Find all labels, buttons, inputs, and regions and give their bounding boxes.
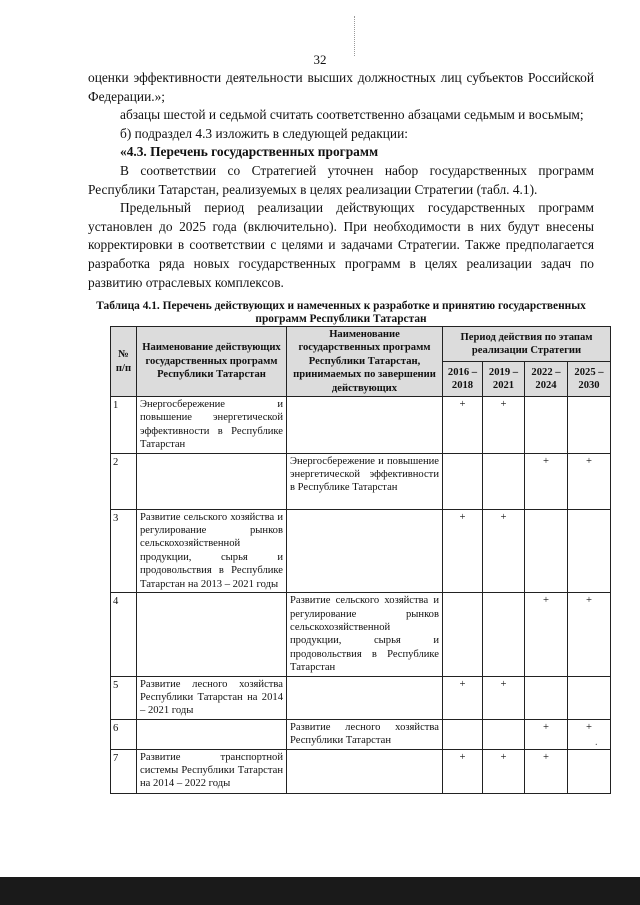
table-caption: Таблица 4.1. Перечень действующих и намеченных к разработке и принятию государственных программ Республики Татарстан <box>96 300 586 325</box>
stage-mark: + <box>483 397 525 454</box>
stage-mark: + <box>525 749 568 793</box>
table-row <box>111 397 611 454</box>
row-num: 5 <box>111 676 137 719</box>
header-period: Период действия по этапам реализации Стратегии <box>443 327 611 362</box>
new-program <box>287 397 443 454</box>
current-program <box>137 453 287 509</box>
stage-mark <box>568 397 611 454</box>
new-program <box>287 676 443 719</box>
scan-speck: · <box>594 740 598 751</box>
stage-mark <box>443 719 483 749</box>
row-num: 7 <box>111 749 137 793</box>
table-row <box>111 719 611 749</box>
section-heading: «4.3. Перечень государственных программ <box>120 144 379 160</box>
stage-mark <box>483 719 525 749</box>
stage-mark: + <box>568 593 611 676</box>
stage-mark <box>568 749 611 793</box>
stage-mark: + <box>443 749 483 793</box>
new-program <box>287 509 443 592</box>
header-num: № п/п <box>111 327 137 397</box>
current-program: Развитие транспортной системы Республики Татарстан на 2014 – 2022 годы <box>137 749 287 793</box>
stage-mark: + <box>568 719 611 749</box>
current-program: Развитие лесного хозяйства Республики Татарстан на 2014 – 2021 годы <box>137 676 287 719</box>
header-stage: 2025 – 2030 <box>568 362 611 397</box>
scan-border <box>0 877 640 905</box>
stage-mark: + <box>443 509 483 592</box>
stage-mark: + <box>525 453 568 509</box>
page-number: 32 <box>313 52 327 67</box>
stage-mark: + <box>525 593 568 676</box>
stage-mark: + <box>525 719 568 749</box>
stage-mark <box>568 676 611 719</box>
stage-mark <box>443 593 483 676</box>
stage-mark <box>443 453 483 509</box>
stage-mark: + <box>483 509 525 592</box>
stage-mark <box>525 676 568 719</box>
header-stage: 2019 – 2021 <box>483 362 525 397</box>
new-program: Развитие сельского хозяйства и регулирование рынков сельскохозяйственной продукции, сырья и продовольствия в Республике Татарстан <box>287 593 443 676</box>
stage-mark: + <box>568 453 611 509</box>
row-num: 4 <box>111 593 137 676</box>
current-program <box>137 593 287 676</box>
stage-mark: + <box>443 397 483 454</box>
stage-mark <box>568 509 611 592</box>
programs-table <box>110 326 611 794</box>
body-text <box>88 69 594 292</box>
scan-artifact-line <box>354 16 356 56</box>
paragraph: б) подраздел 4.3 изложить в следующей редакции: <box>120 125 408 141</box>
row-num: 6 <box>111 719 137 749</box>
stage-mark <box>525 509 568 592</box>
current-program <box>137 719 287 749</box>
header-stage: 2022 – 2024 <box>525 362 568 397</box>
table-row <box>111 593 611 676</box>
stage-mark: + <box>483 676 525 719</box>
table-row <box>111 509 611 592</box>
stage-mark: + <box>483 749 525 793</box>
stage-mark <box>483 593 525 676</box>
new-program <box>287 749 443 793</box>
paragraph: В соответствии со Стратегией уточнен набор государственных программ Республики Татарстан, реализуемых в целях реализации Стратегии (табл. 4.1). <box>88 162 594 197</box>
current-program: Энергосбережение и повышение энергетической эффективности в Республике Татарстан <box>137 397 287 454</box>
paragraph: Предельный период реализации действующих государственных программ установлен до 2025 года (включительно). При необходимости в них будут внесены корректировки в соответствии с целями и задачами Стратегии. Также предполагается разработка ряда новых государственных программ в целях реализации задач по развитию отраслевых комплексов. <box>88 200 594 290</box>
header-stage: 2016 – 2018 <box>443 362 483 397</box>
current-program: Развитие сельского хозяйства и регулирование рынков сельскохозяйственной продукции, сырья и продовольствия в Республике Татарстан на 2013 – 2021 годы <box>137 509 287 592</box>
paragraph: оценки эффективности деятельности высших должностных лиц субъектов Российской Федерации.»; <box>88 70 594 104</box>
table-row <box>111 749 611 793</box>
table-row <box>111 453 611 509</box>
stage-mark: + <box>443 676 483 719</box>
header-current-programs: Наименование действующих государственных программ Республики Татарстан <box>137 327 287 397</box>
paragraph: абзацы шестой и седьмой считать соответственно абзацами седьмым и восьмым; <box>120 107 584 123</box>
table-row <box>111 676 611 719</box>
stage-mark <box>483 453 525 509</box>
stage-mark <box>525 397 568 454</box>
header-new-programs: Наименование государственных программ Республики Татарстан, принимаемых по завершении действующих <box>287 327 443 397</box>
row-num: 2 <box>111 453 137 509</box>
row-num: 1 <box>111 397 137 454</box>
row-num: 3 <box>111 509 137 592</box>
new-program: Энергосбережение и повышение энергетической эффективности в Республике Татарстан <box>287 453 443 509</box>
new-program: Развитие лесного хозяйства Республики Татарстан <box>287 719 443 749</box>
